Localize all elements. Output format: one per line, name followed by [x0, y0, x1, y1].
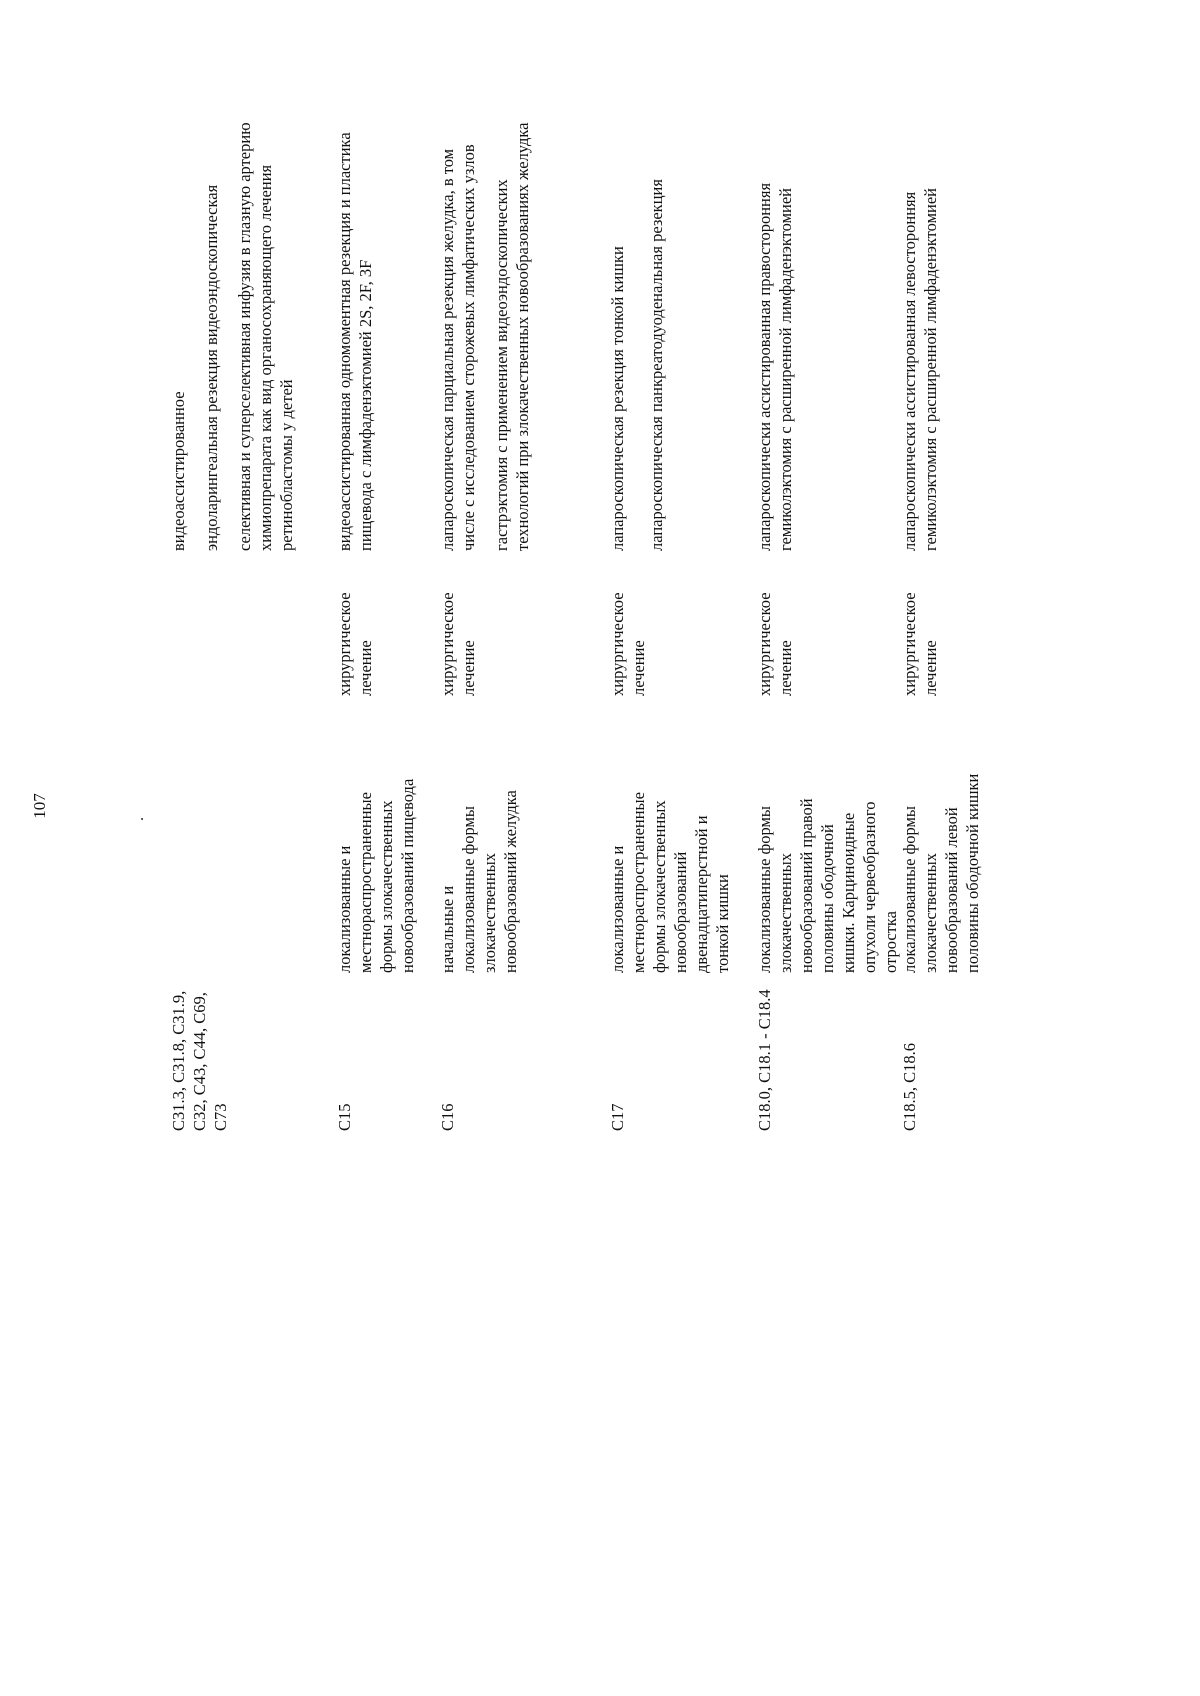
methods-cell [899, 121, 953, 551]
method-item: эндоларингеальная резекция видеоэндоскопическая [202, 184, 221, 551]
method-item: лапароскопически ассистированная правосторонняя гемиколэктомия с расширенной лимфаденэктомией [755, 182, 795, 551]
diagnosis-cell: локализованные формы злокачественных новообразований левой половины ободочной кишки [900, 773, 982, 973]
treatment-type-cell: хирургическое лечение [755, 592, 795, 696]
diagnosis-cell: начальные и локализованные формы злокачественных новообразований желудка [438, 790, 520, 973]
code-cell: C18.5, C18.6 [900, 1042, 919, 1131]
code-cell: C16 [438, 1103, 457, 1131]
treatment-type-cell: хирургическое лечение [438, 592, 478, 696]
code-cell: C15 [335, 1103, 354, 1131]
methods-cell [334, 121, 388, 551]
methods-cell [437, 121, 545, 551]
method-item: селективная и суперселективная инфузия в глазную артерию химиопрепарата как вид органосохраняющего лечения ретинобластомы у детей [235, 122, 296, 551]
code-cell: C31.3, C31.8, C31.9, C32, C43, C44, C69, C73 [169, 990, 230, 1131]
method-item: лапароскопически ассистированная левосторонняя гемиколэктомия с расширенной лимфаденэктомией [900, 187, 940, 551]
diagnosis-cell: локализованные формы злокачественных новообразований правой половины ободочной кишки. Карциноидные опухоли червеобразного отростка [755, 798, 900, 973]
method-item: гастрэктомия с применением видеоэндоскопических технологий при злокачественных новообразованиях желудка [492, 122, 532, 551]
stray-mark: . [130, 817, 147, 821]
code-cell: C18.0, C18.1 - C18.4 [755, 989, 774, 1131]
method-item: лапароскопическая резекция тонкой кишки [608, 246, 627, 551]
methods-cell [607, 121, 679, 551]
method-item: видеоассистированная одномоментная резекция и пластика пищевода с лимфаденэктомией 2S, 2F, 3F [335, 132, 375, 551]
method-item: видеоассистированное [169, 391, 188, 551]
diagnosis-cell: локализованные и местнораспространенные формы злокачественных новообразований пищевода [335, 778, 417, 973]
code-cell: C17 [608, 1103, 627, 1131]
method-item: лапароскопическая панкреатодуоденальная резекция [647, 179, 666, 551]
method-item: лапароскопическая парциальная резекция желудка, в том числе с исследованием сторожевых лимфатических узлов [438, 144, 478, 551]
treatment-type-cell: хирургическое лечение [335, 592, 375, 696]
methods-cell [168, 121, 309, 551]
methods-cell [754, 121, 808, 551]
treatment-type-cell: хирургическое лечение [608, 592, 648, 696]
treatment-type-cell: хирургическое лечение [900, 592, 940, 696]
diagnosis-cell: локализованные и местнораспространенные формы злокачественных новообразований двенадцатиперстной и тонкой кишки [608, 792, 732, 973]
page-number: 107 [30, 793, 49, 819]
